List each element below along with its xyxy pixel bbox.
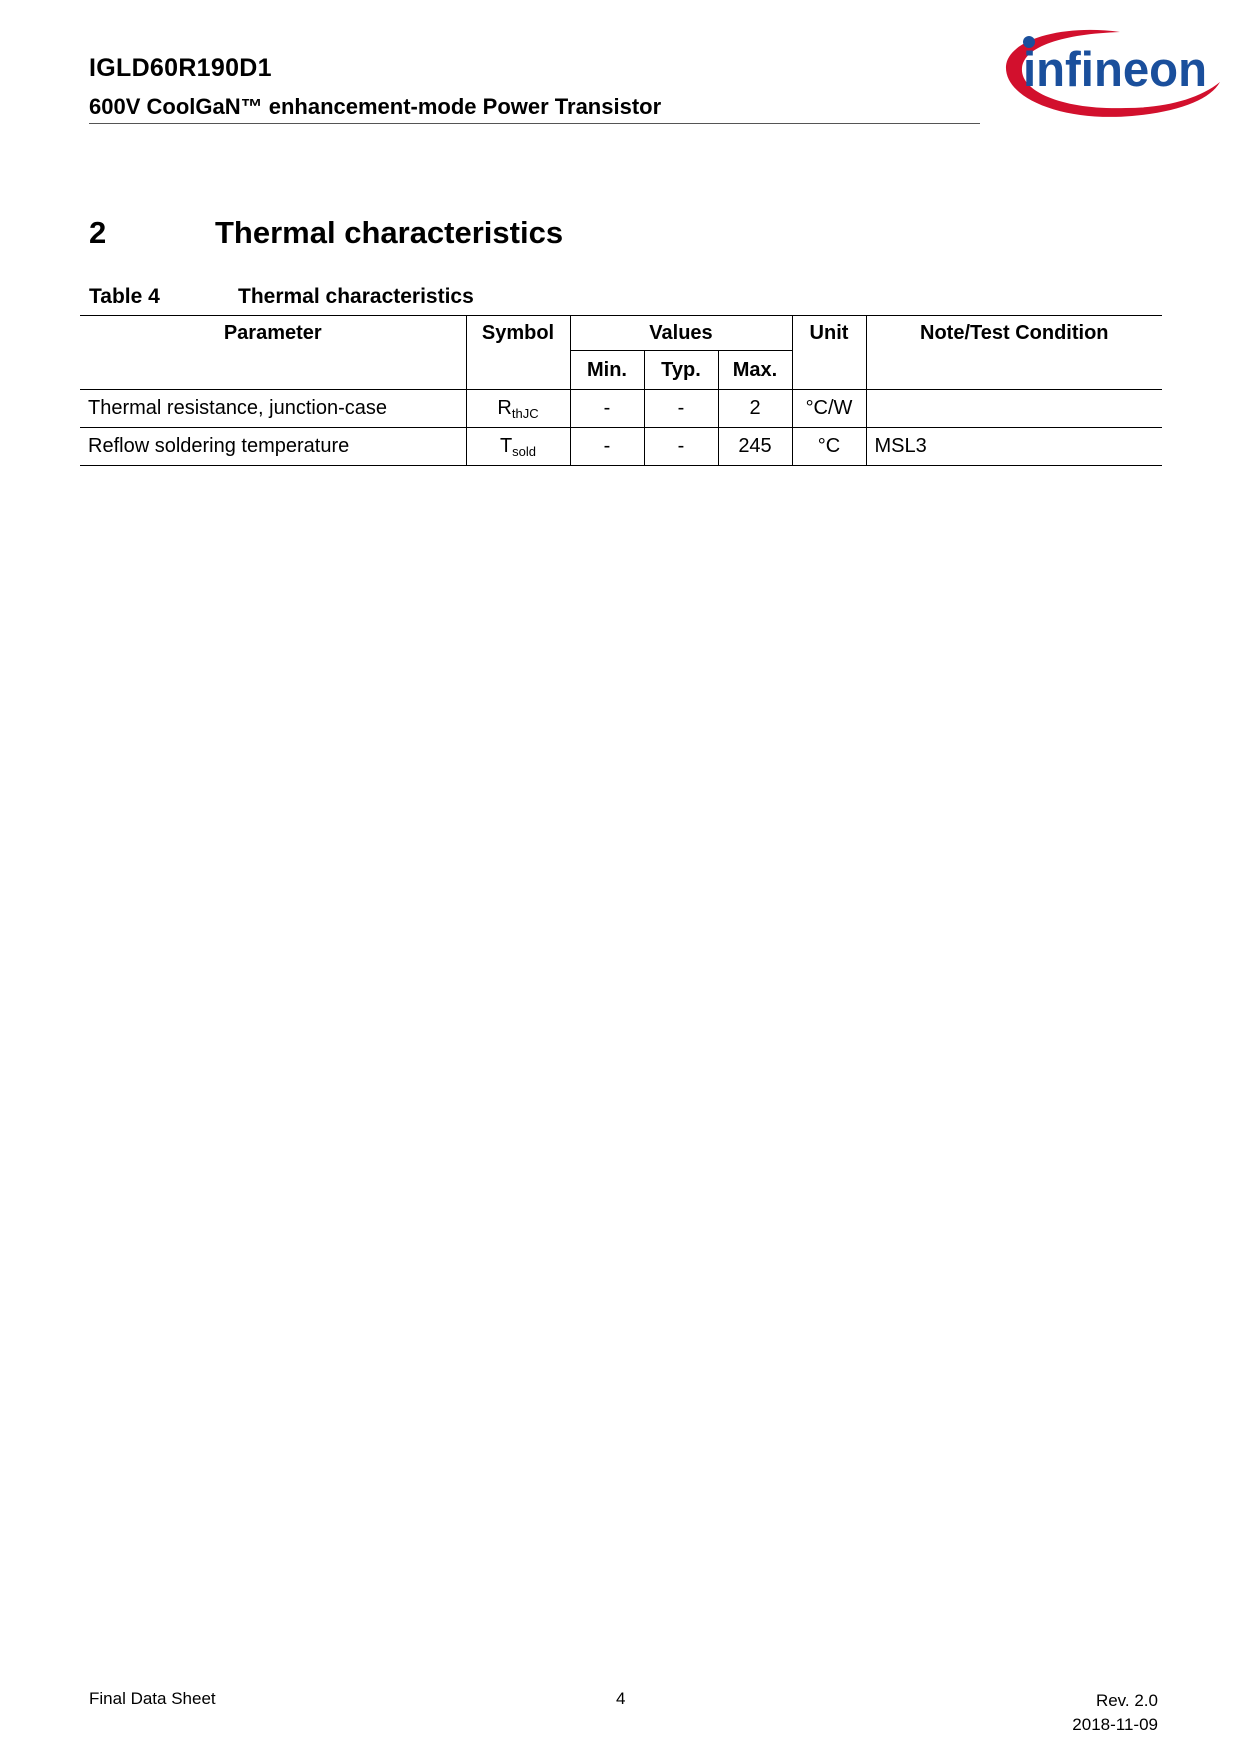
footer-revision-block: [1072, 1689, 1158, 1737]
cell-symbol: [466, 390, 570, 428]
symbol-main: R: [497, 396, 512, 419]
header-min: Min.: [570, 351, 644, 390]
cell-parameter: Thermal resistance, junction-case: [80, 390, 466, 428]
part-number: IGLD60R190D1: [89, 54, 272, 82]
header-divider: [89, 123, 980, 124]
cell-min: -: [570, 390, 644, 428]
cell-typ: -: [644, 428, 718, 466]
header-values: Values: [570, 316, 792, 351]
footer-page-number: 4: [616, 1689, 626, 1708]
cell-max: 245: [718, 428, 792, 466]
thermal-characteristics-table: [80, 315, 1162, 466]
cell-note: [866, 390, 1162, 428]
header-symbol: Symbol: [466, 316, 570, 390]
header-note: Note/Test Condition: [866, 316, 1162, 390]
symbol-subscript: thJC: [511, 405, 539, 421]
cell-note: MSL3: [866, 428, 1162, 466]
infineon-logo: [1002, 26, 1224, 126]
section-title: Thermal characteristics: [215, 215, 564, 250]
header-max: Max.: [718, 351, 792, 390]
cell-unit: °C/W: [792, 390, 866, 428]
logo-wordmark: infineon: [1023, 43, 1207, 97]
symbol-subscript: sold: [512, 443, 537, 459]
header-typ: Typ.: [644, 351, 718, 390]
footer-doc-type: Final Data Sheet: [89, 1689, 216, 1708]
header-parameter: Parameter: [80, 316, 466, 390]
table-label: Table 4: [89, 285, 160, 308]
footer-date: 2018-11-09: [1072, 1715, 1158, 1734]
product-subtitle: 600V CoolGaN™ enhancement-mode Power Transistor: [89, 94, 662, 119]
cell-symbol: [466, 428, 570, 466]
section-number: 2: [89, 215, 107, 250]
table-row: [80, 390, 1162, 428]
footer-revision: Rev. 2.0: [1095, 1691, 1158, 1710]
header-unit: Unit: [792, 316, 866, 390]
symbol-main: T: [499, 434, 513, 457]
cell-max: 2: [718, 390, 792, 428]
cell-typ: -: [644, 390, 718, 428]
table-title: Thermal characteristics: [238, 285, 474, 308]
table-row: [80, 428, 1162, 466]
cell-min: -: [570, 428, 644, 466]
cell-unit: °C: [792, 428, 866, 466]
cell-parameter: Reflow soldering temperature: [80, 428, 466, 466]
